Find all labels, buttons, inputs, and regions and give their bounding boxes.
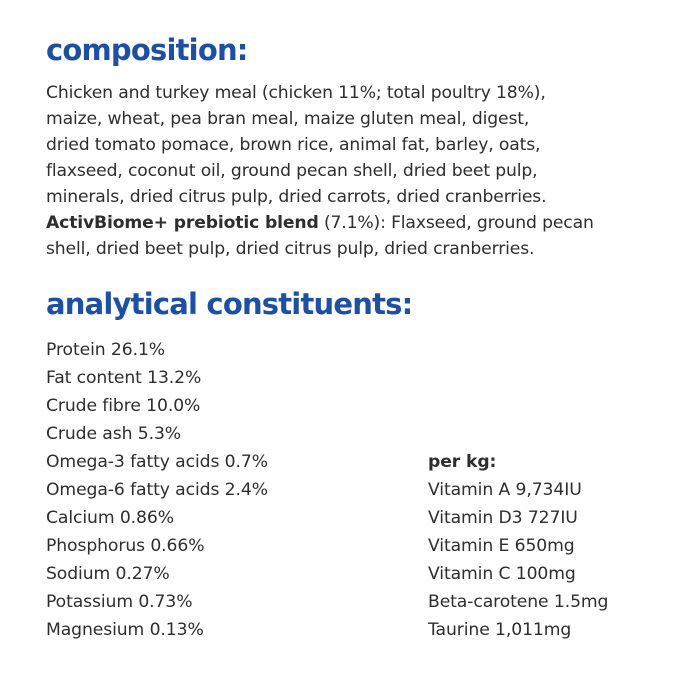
composition-text xyxy=(46,80,686,262)
constituent-item: Calcium 0.86% xyxy=(46,508,174,528)
vitamin-item: Beta-carotene 1.5mg xyxy=(428,592,609,612)
constituents-list xyxy=(46,336,268,644)
composition-line: shell, dried beet pulp, dried citrus pulp, dried cranberries. xyxy=(46,239,535,259)
vitamin-item: Taurine 1,011mg xyxy=(428,620,572,640)
prebiotic-line xyxy=(46,210,686,236)
constituent-item: Phosphorus 0.66% xyxy=(46,536,205,556)
constituent-item: Crude ash 5.3% xyxy=(46,424,182,444)
constituent-item: Potassium 0.73% xyxy=(46,592,193,612)
vitamin-item: Vitamin D3 727IU xyxy=(428,508,578,528)
constituent-item: Protein 26.1% xyxy=(46,340,166,360)
composition-line: dried tomato pomace, brown rice, animal fat, barley, oats, xyxy=(46,135,541,155)
constituent-item: Magnesium 0.13% xyxy=(46,620,204,640)
prebiotic-blend-name: ActivBiome+ prebiotic blend xyxy=(46,213,319,233)
analytical-constituents-heading: analytical constituents: xyxy=(46,287,413,321)
product-label-page xyxy=(46,30,686,646)
constituent-item: Fat content 13.2% xyxy=(46,368,202,388)
prebiotic-blend-details: (7.1%): Flaxseed, ground pecan xyxy=(318,213,594,233)
vitamin-item: Vitamin A 9,734IU xyxy=(428,480,582,500)
vitamin-item: Vitamin C 100mg xyxy=(428,564,576,584)
per-kg-label: per kg: xyxy=(428,452,497,472)
constituent-item: Omega-6 fatty acids 2.4% xyxy=(46,480,268,500)
constituent-item: Omega-3 fatty acids 0.7% xyxy=(46,452,268,472)
analytical-constituents xyxy=(46,336,686,646)
vitamin-item: Vitamin E 650mg xyxy=(428,536,575,556)
constituent-item: Sodium 0.27% xyxy=(46,564,170,584)
composition-line: Chicken and turkey meal (chicken 11%; total poultry 18%), xyxy=(46,83,546,103)
composition-line: minerals, dried citrus pulp, dried carrots, dried cranberries. xyxy=(46,187,547,207)
composition-line: flaxseed, coconut oil, ground pecan shell, dried beet pulp, xyxy=(46,161,538,181)
constituent-item: Crude fibre 10.0% xyxy=(46,396,201,416)
vitamins-list xyxy=(428,448,608,644)
composition-heading: composition: xyxy=(46,33,248,67)
composition-line: maize, wheat, pea bran meal, maize gluten meal, digest, xyxy=(46,109,530,129)
